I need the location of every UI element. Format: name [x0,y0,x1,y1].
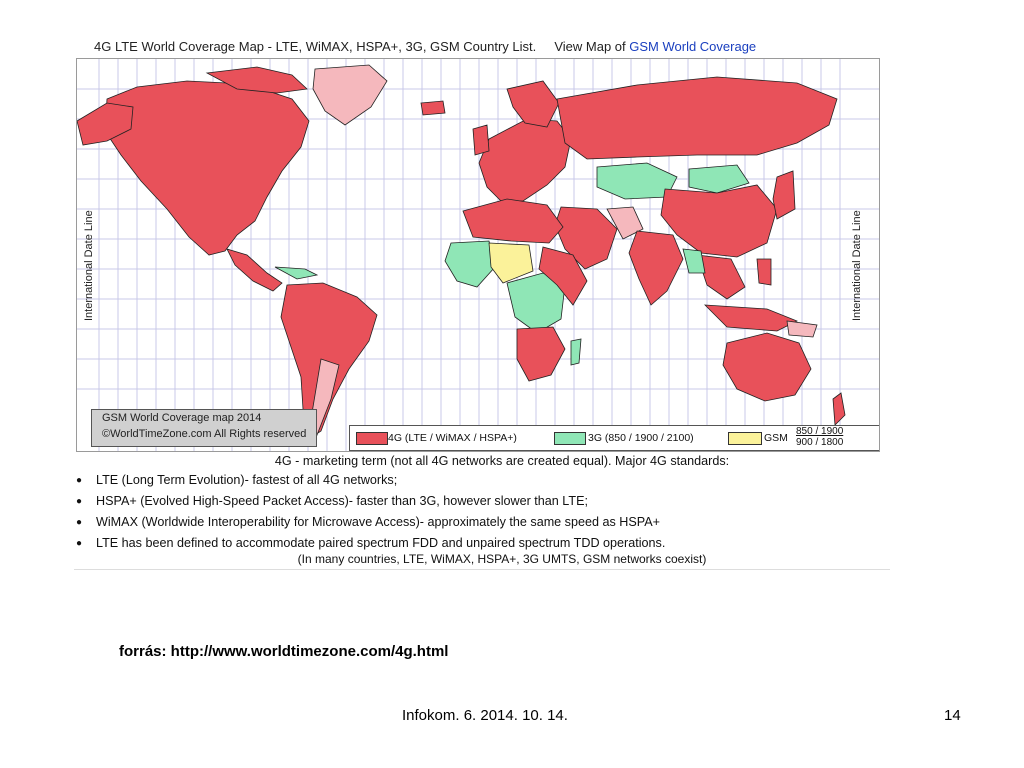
region-philippines [757,259,771,285]
list-item: ● HSPA+ (Evolved High-Speed Packet Access)- faster than 3G, however slower than LTE; [96,491,890,512]
date-line-label-right: International Date Line [851,210,863,321]
brand-title: GSM World Coverage map 2014 [102,412,262,424]
page-number: 14 [944,707,961,724]
figure-link-prefix: View Map of [554,39,630,54]
figure-title: 4G LTE World Coverage Map - LTE, WiMAX, HSPA+, 3G, GSM Country List. [94,39,537,54]
world-map-graphic [77,59,879,451]
list-item: ● LTE has been defined to accommodate paired spectrum FDD and unpaired spectrum TDD operations. [96,533,890,554]
notes-list [74,470,890,554]
standards-notes [74,454,890,566]
legend-swatch-gsm [728,432,762,445]
gsm-coverage-link[interactable]: GSM World Coverage [629,39,757,54]
figure-header [94,39,756,54]
legend-label-gsm: GSM [764,432,788,444]
region-madagascar [571,339,581,365]
region-uk [473,125,489,155]
list-item: ● WiMAX (Worldwide Interoperability for Microwave Access)- approximately the same speed as HSPA+ [96,512,890,533]
freq-top: 850 / 1900 [796,426,844,437]
legend-label-lte: 4G (LTE / WiMAX / HSPA+) [388,432,517,444]
legend-swatch-3g [554,432,586,445]
slide-footer: Infokom. 6. 2014. 10. 14. [402,707,568,724]
notes-tail: (In many countries, LTE, WiMAX, HSPA+, 3G UMTS, GSM networks coexist) [297,552,707,566]
legend-swatch-lte [356,432,388,445]
legend-label-3g: 3G (850 / 1900 / 2100) [588,432,694,444]
freq-bottom: 900 / 1800 [796,437,844,448]
source-citation: forrás: http://www.worldtimezone.com/4g.html [119,643,449,660]
brand-copyright: ©WorldTimeZone.com All Rights reserved [102,428,307,440]
notes-intro: 4G - marketing term (not all 4G networks are created equal). Major 4G standards: [274,454,730,468]
region-iceland [421,101,445,115]
list-item: ● LTE (Long Term Evolution)- fastest of all 4G networks; [96,470,890,491]
coverage-figure [74,36,890,572]
map-legend [349,425,880,451]
world-map [76,58,880,452]
legend-frequencies [796,426,843,448]
map-brand-box [91,409,317,447]
date-line-label-left: International Date Line [83,210,95,321]
figure-divider [74,569,890,570]
